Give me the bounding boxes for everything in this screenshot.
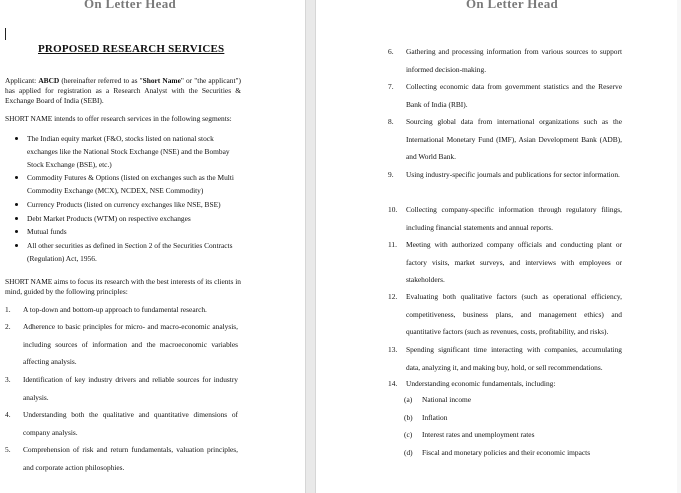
list-item: 9. Using industry-specific journals and publications for sector information. [388, 170, 620, 179]
applicant-paragraph [5, 76, 241, 106]
letterhead-header: On Letter Head [84, 0, 177, 11]
page-title: PROPOSED RESEARCH SERVICES [38, 43, 225, 55]
list-item: 6. Gathering and processing information from various sources to support informed decision-making. [388, 47, 622, 74]
principles-intro: SHORT NAME aims to focus its research with the best interests of its clients in mind, guided by the following principles: [5, 277, 241, 296]
document-page-left[interactable] [0, 0, 305, 493]
letterhead-header: On Letter Head [466, 0, 559, 11]
list-item: 11. Meeting with authorized company officials and conducting plant or factory visits, market surveys, and interviews with employees or stakeholders. [388, 240, 622, 284]
list-item: 2. Adherence to basic principles for micro- and macro-economic analysis, including sources of information and the macroeconomic variables affecting analysis. [5, 322, 238, 366]
list-item: Debt Market Products (WTM) on respective exchanges [17, 212, 242, 225]
short-name: Short Name [142, 76, 181, 85]
segments-intro: SHORT NAME intends to offer research services in the following segments: [5, 114, 232, 123]
list-item: Mutual funds [17, 225, 242, 238]
list-item: 7. Collecting economic data from government statistics and the Reserve Bank of India (RBI). [388, 82, 622, 109]
sub-list-item: (a) National income [404, 395, 472, 404]
list-item: Commodity Futures & Options (listed on exchanges such as the Multi Commodity Exchange (MCX), NCDEX, NSE Commodity) [17, 171, 242, 197]
bullet-icon [15, 230, 18, 233]
applicant-text-end: " or "the applicant") has applied for registration as a Research Analyst with the Securities & Exchange Board of India (SEBI). [5, 76, 241, 105]
list-item: 8. Sourcing global data from international organizations such as the International Monetary Fund (IMF), Asian Development Bank (ADB), and World Bank. [388, 117, 622, 161]
bullet-icon [15, 217, 18, 220]
text-cursor [5, 28, 6, 40]
page-gap [305, 0, 316, 493]
list-item: 12. Evaluating both qualitative factors (such as operational efficiency, competitiveness, business plans, and management ethics) and quantitative factors (such as revenues, costs, profitability, and risks). [388, 292, 622, 336]
list-item: Currency Products (listed on currency exchanges like NSE, BSE) [17, 198, 242, 211]
scrollbar[interactable] [677, 0, 681, 493]
applicant-text-middle: (hereinafter referred to as " [59, 76, 143, 85]
list-item: 3. Identification of key industry drivers and reliable sources for industry analysis. [5, 375, 238, 402]
list-item: 14. Understanding economic fundamentals, including: [388, 379, 556, 388]
applicant-name: ABCD [38, 76, 60, 85]
applicant-label: Applicant: [5, 76, 39, 85]
list-item: 1. A top-down and bottom-up approach to fundamental research. [5, 305, 207, 314]
list-item: 5. Comprehension of risk and return fundamentals, valuation principles, and corporate action philosophies. [5, 445, 238, 472]
sub-list-item: (d) Fiscal and monetary policies and their economic impacts [404, 448, 591, 457]
list-item: 13. Spending significant time interacting with companies, accumulating data, analyzing it, and making buy, hold, or sell recommendations. [388, 345, 622, 372]
list-item: 10. Collecting company-specific information through regulatory filings, including financial statements and annual reports. [388, 205, 622, 232]
bullet-icon [15, 137, 18, 140]
bullet-icon [15, 203, 18, 206]
list-item: The Indian equity market (F&O, stocks listed on national stock exchanges like the National Stock Exchange (NSE) and the Bombay Stock Exchange (BSE), etc.) [17, 132, 242, 172]
list-item: 4. Understanding both the qualitative and quantitative dimensions of company analysis. [5, 410, 238, 437]
sub-list-item: (c) Interest rates and unemployment rates [404, 430, 535, 439]
bullet-icon [15, 176, 18, 179]
list-item: All other securities as defined in Section 2 of the Securities Contracts (Regulation) Act, 1956. [17, 239, 242, 265]
document-page-right[interactable] [316, 0, 681, 493]
bullet-icon [15, 244, 18, 247]
sub-list-item: (b) Inflation [404, 413, 448, 422]
